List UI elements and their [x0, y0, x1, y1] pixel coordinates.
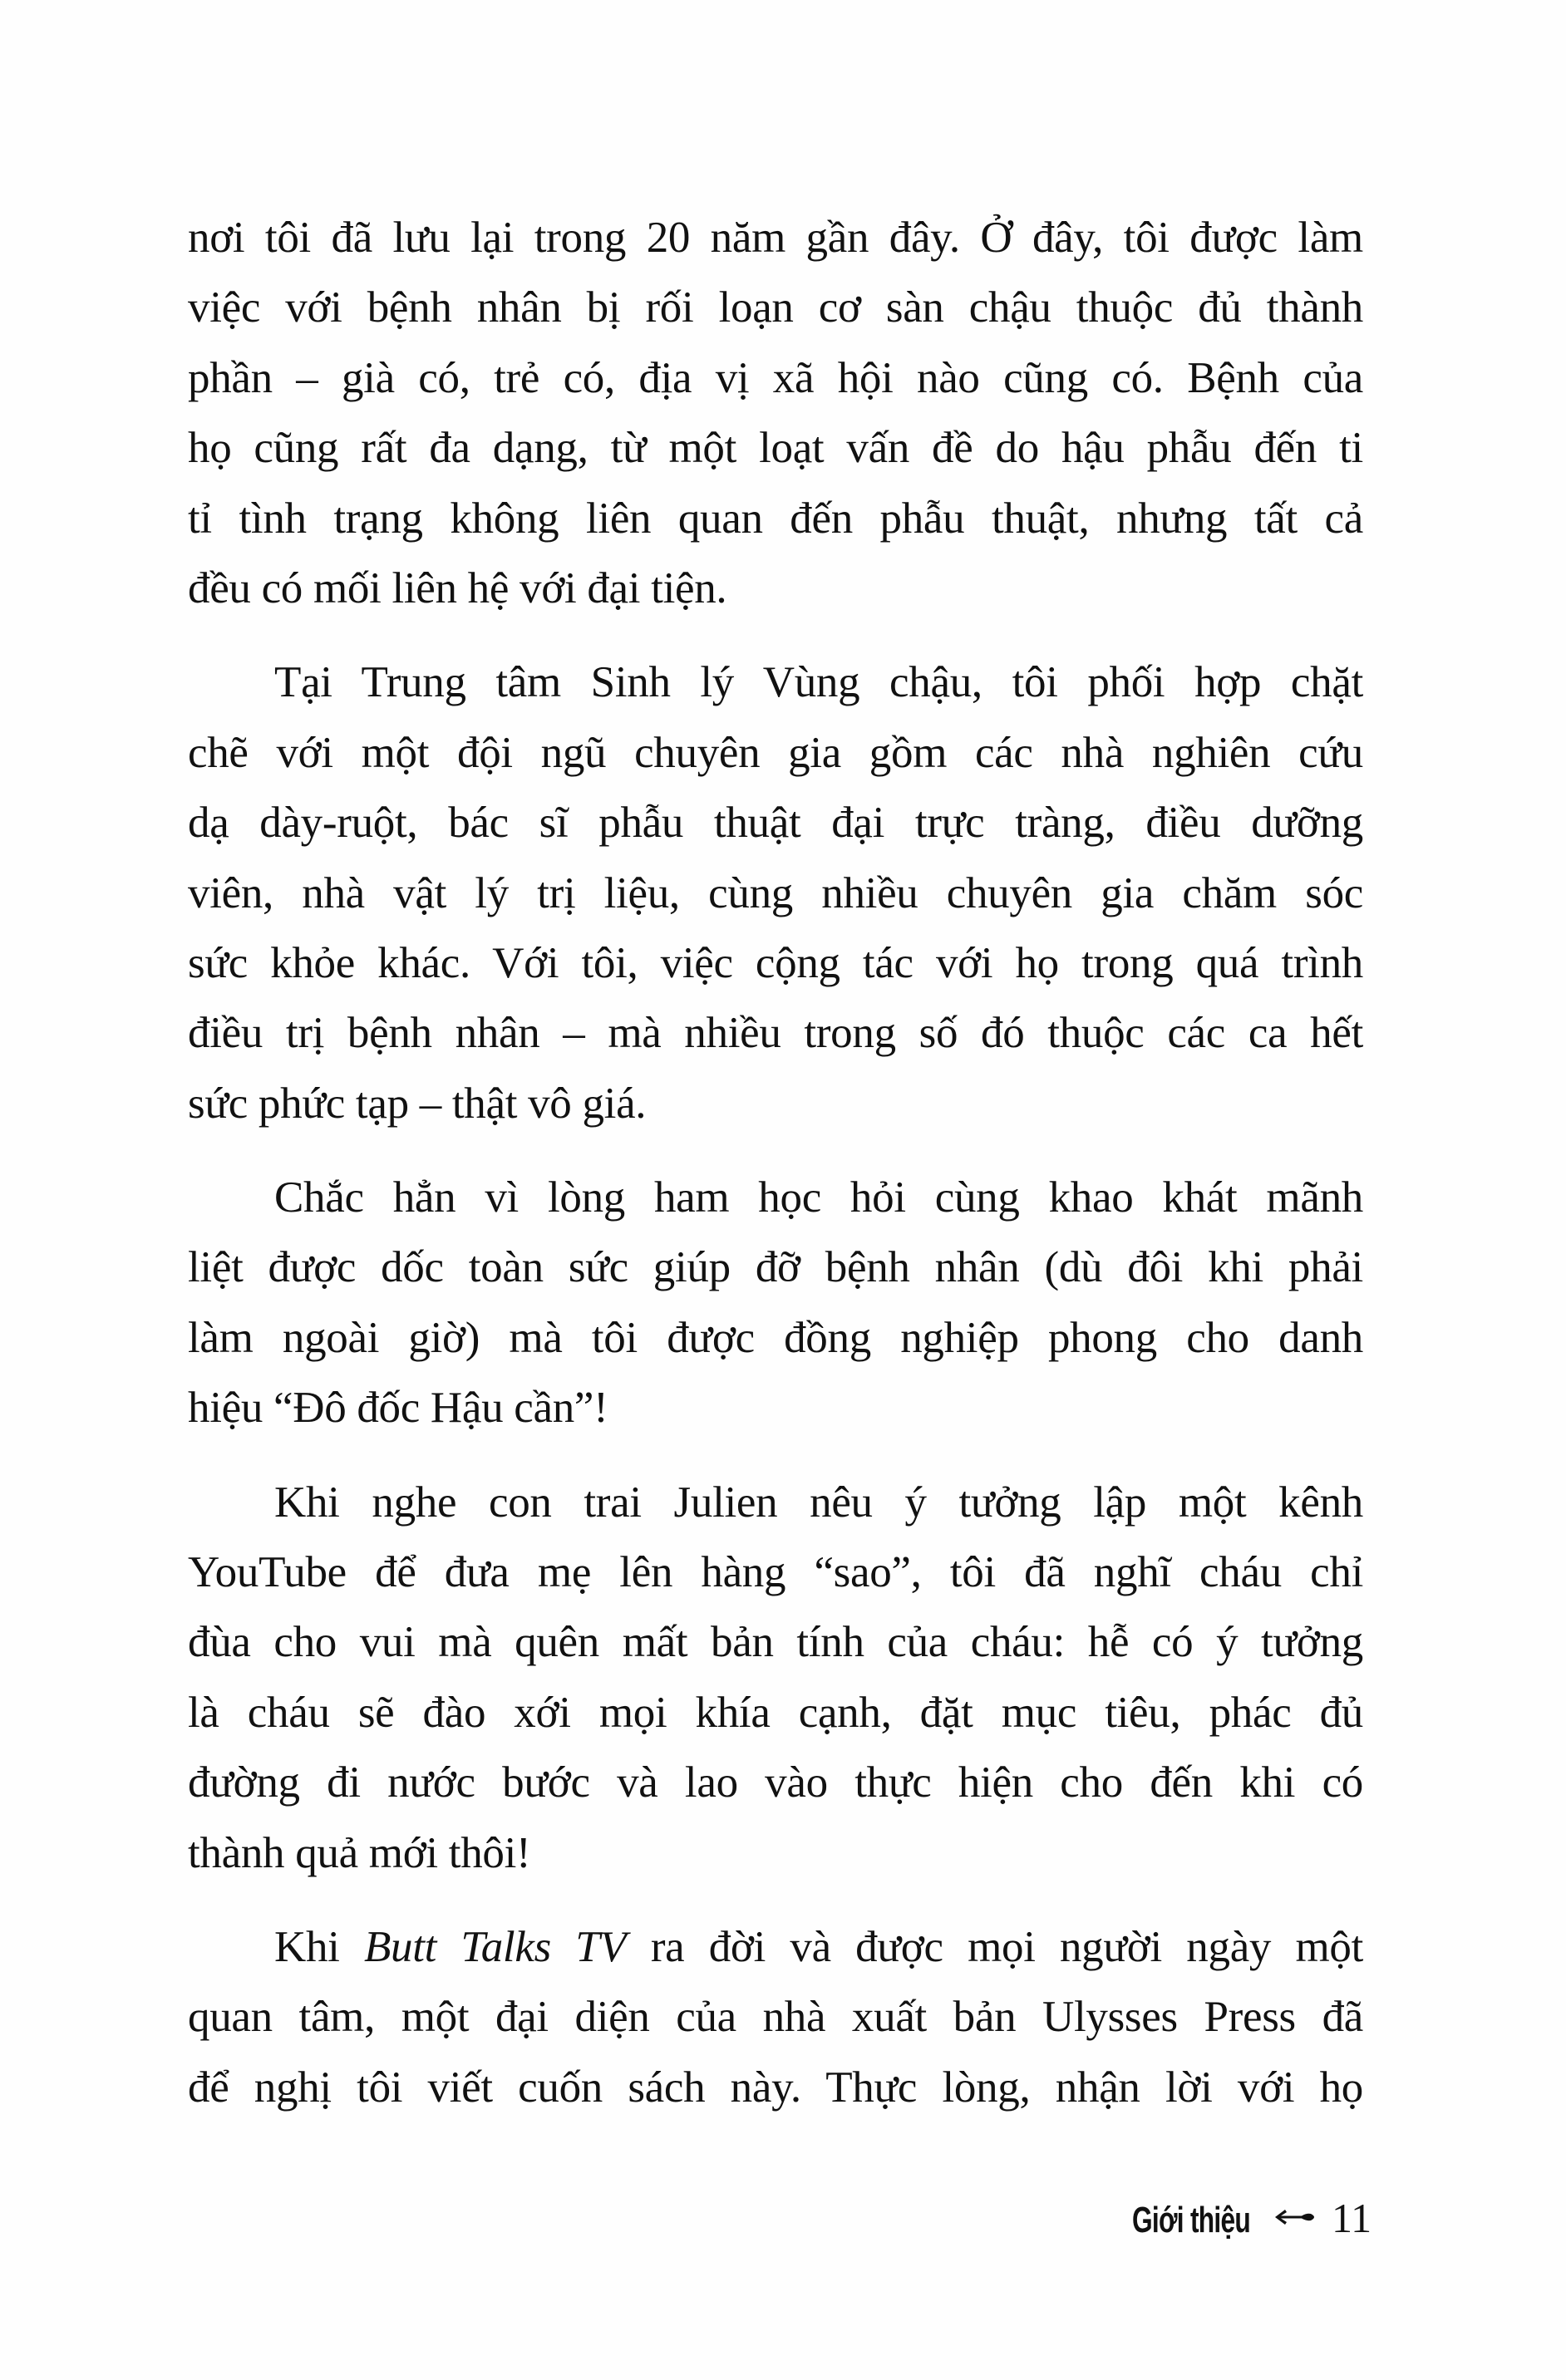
text-line: Khi nghe con trai Julien nêu ý tưởng lập một kênh	[274, 1478, 1363, 1527]
italic-title: Butt Talks TV	[363, 1922, 627, 1971]
text-fragment: ra đời và được mọi người ngày một	[650, 1922, 1364, 1971]
body-text	[188, 203, 1363, 2146]
text-line: làm ngoài giờ) mà tôi được đồng nghiệp phong cho danh	[188, 1313, 1363, 1362]
text-line: sức khỏe khác. Với tôi, việc cộng tác với họ trong quá trình	[188, 938, 1363, 987]
text-line: liệt được dốc toàn sức giúp đỡ bệnh nhân (dù đôi khi phải	[188, 1243, 1363, 1292]
text-line: sức phức tạp – thật vô giá.	[188, 1079, 647, 1128]
text-line: đường đi nước bước và lao vào thực hiện cho đến khi có	[188, 1758, 1363, 1807]
text-line: YouTube để đưa mẹ lên hàng “sao”, tôi đã nghĩ cháu chỉ	[188, 1548, 1363, 1597]
text-line: thành quả mới thôi!	[188, 1828, 531, 1877]
text-line: là cháu sẽ đào xới mọi khía cạnh, đặt mục tiêu, phác đủ	[188, 1688, 1363, 1737]
paragraph-4	[188, 1468, 1363, 1888]
left-arrow-icon	[1273, 2207, 1315, 2227]
paragraph-1	[188, 203, 1363, 623]
paragraph-2	[188, 647, 1363, 1138]
text-line: phần – già có, trẻ có, địa vị xã hội nào cũng có. Bệnh của	[188, 353, 1363, 402]
section-title: Giới thiệu	[1132, 2200, 1251, 2240]
text-fragment: Khi	[274, 1922, 340, 1971]
text-line: việc với bệnh nhân bị rối loạn cơ sàn chậu thuộc đủ thành	[188, 283, 1363, 332]
text-line: quan tâm, một đại diện của nhà xuất bản Ulysses Press đã	[188, 1993, 1363, 2042]
text-line: đều có mối liên hệ với đại tiện.	[188, 563, 727, 612]
text-line: điều trị bệnh nhân – mà nhiều trong số đó thuộc các ca hết	[188, 1009, 1363, 1058]
text-line: tỉ tình trạng không liên quan đến phẫu thuật, nhưng tất cả	[188, 494, 1363, 543]
text-line: chẽ với một đội ngũ chuyên gia gồm các nhà nghiên cứu	[188, 728, 1363, 777]
text-line: họ cũng rất đa dạng, từ một loạt vấn đề do hậu phẫu đến ti	[188, 424, 1363, 473]
text-line: để nghị tôi viết cuốn sách này. Thực lòng, nhận lời với họ	[188, 2063, 1363, 2112]
text-line: Tại Trung tâm Sinh lý Vùng chậu, tôi phối hợp chặt	[274, 658, 1363, 707]
paragraph-5	[188, 1912, 1363, 2122]
running-footer	[1132, 2194, 1371, 2240]
text-line: dạ dày-ruột, bác sĩ phẫu thuật đại trực tràng, điều dưỡng	[188, 799, 1363, 848]
text-line	[188, 1912, 1363, 1982]
text-line: Chắc hẳn vì lòng ham học hỏi cùng khao khát mãnh	[274, 1173, 1363, 1222]
page-number: 11	[1332, 2195, 1372, 2241]
text-line: hiệu “Đô đốc Hậu cần”!	[188, 1384, 608, 1433]
paragraph-3	[188, 1163, 1363, 1443]
text-line: nơi tôi đã lưu lại trong 20 năm gần đây. Ở đây, tôi được làm	[188, 214, 1363, 262]
text-line: đùa cho vui mà quên mất bản tính của cháu: hễ có ý tưởng	[188, 1618, 1363, 1667]
text-line: viên, nhà vật lý trị liệu, cùng nhiều chuyên gia chăm sóc	[188, 868, 1363, 917]
